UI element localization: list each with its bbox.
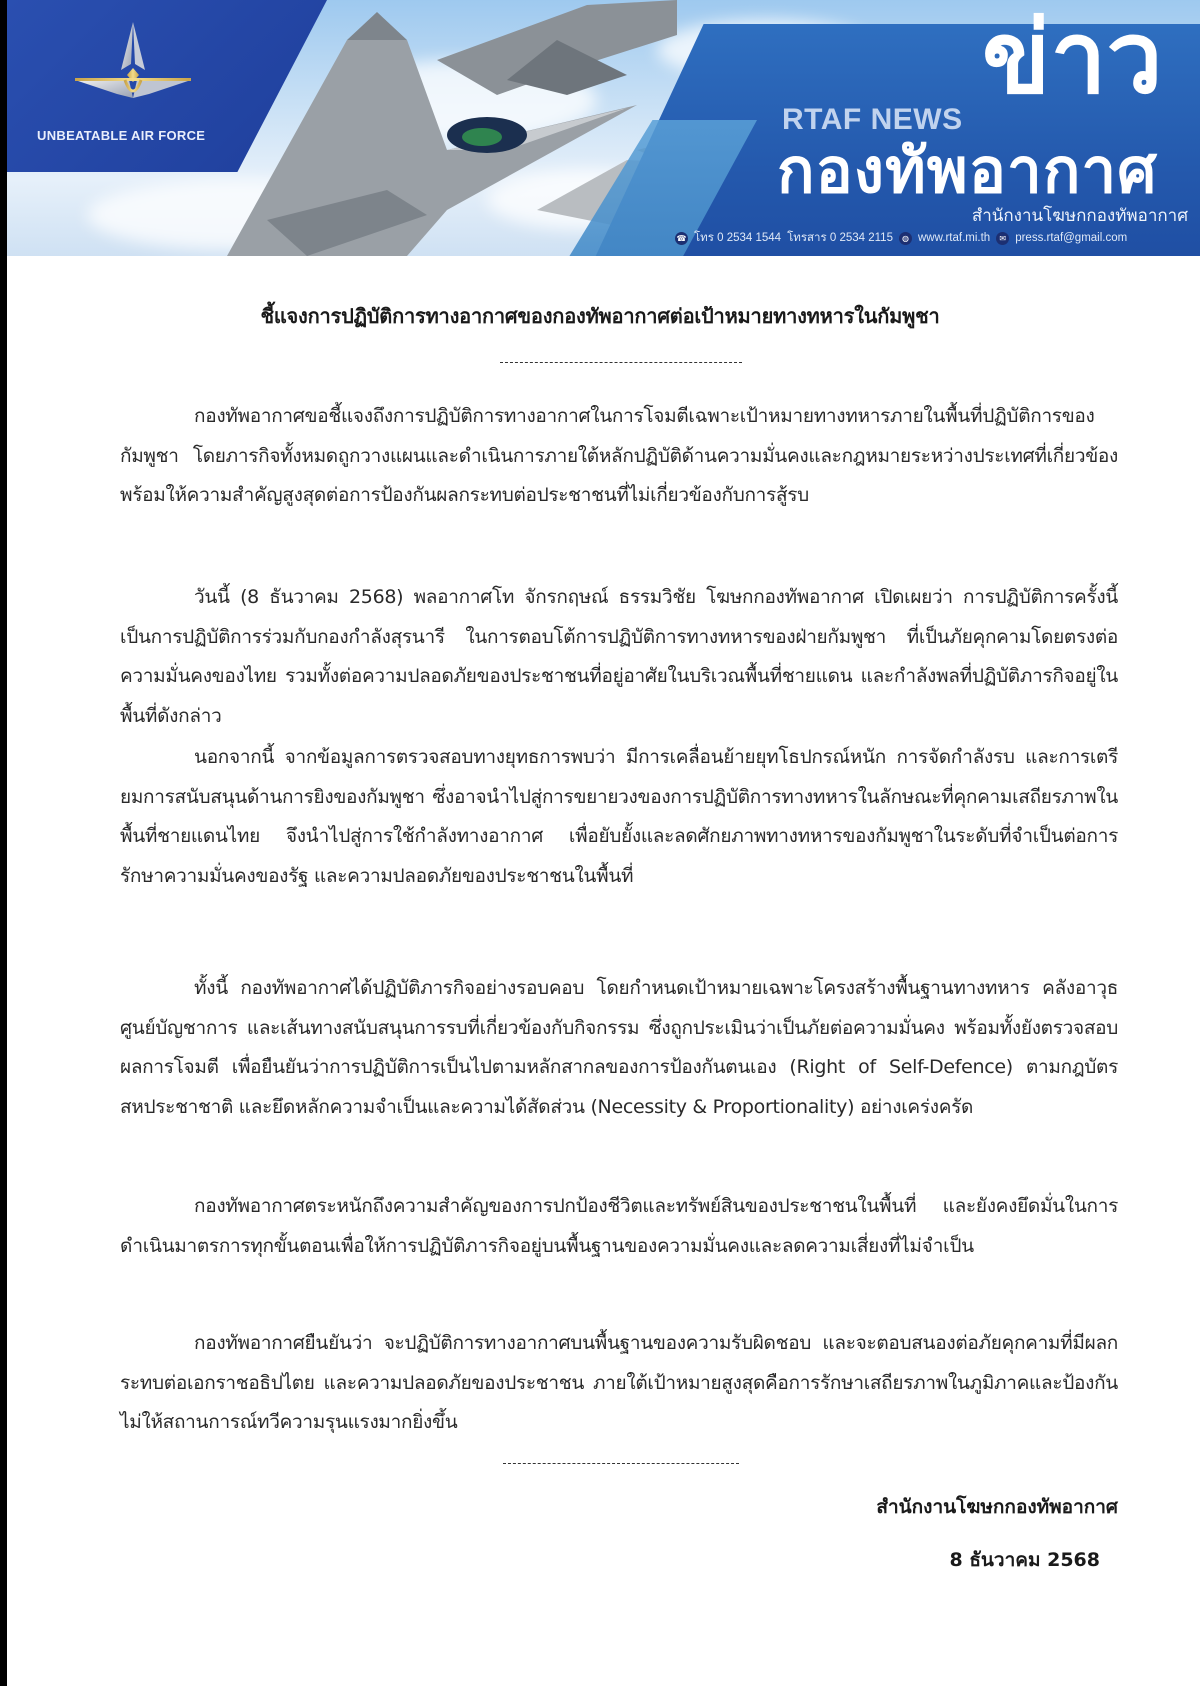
- spokesperson-office-label: สำนักงานโฆษกกองทัพอากาศ: [971, 206, 1188, 226]
- signature-office: สำนักงานโฆษกกองทัพอากาศ: [876, 1496, 1118, 1518]
- contact-row: [675, 229, 1127, 247]
- email-icon: ✉: [996, 232, 1009, 245]
- news-heading: ข่าว: [982, 0, 1163, 116]
- phone-number: โทร 0 2534 1544: [694, 232, 782, 244]
- paragraph-text: ทั้งนี้ กองทัพอากาศได้ปฏิบัติภารกิจอย่างรอบคอบ โดยกำหนดเป้าหมายเฉพาะโครงสร้างพื้นฐานทางทหาร คลังอาวุธ ศูนย์บัญชาการ และเส้นทางสนับสนุนการรบที่เกี่ยวข้องกับกิจกรรม ซึ่งถูกประเมินว่าเป็นภัยต่อความมั่นคง พร้อมทั้งยังตรวจสอบผลการโจมตี เพื่อยืนยันว่าการปฏิบัติการเป็นไปตามหลักสากลของการป้องกันตนเอง (Right of Self-Defence) ตามกฎบัตรสหประชาชาติ และยึดหลักความจำเป็นและความได้สัดส่วน (Necessity & Proportionality) อย่างเคร่งครัด: [120, 977, 1118, 1118]
- header-banner: [7, 0, 1200, 256]
- globe-icon: ◍: [899, 232, 912, 245]
- air-force-heading: กองทัพอากาศ: [777, 134, 1158, 207]
- paragraph-text: กองทัพอากาศขอชี้แจงถึงการปฏิบัติการทางอากาศในการโจมตีเฉพาะเป้าหมายทางทหารภายในพื้นที่ปฏิบัติการของกัมพูชา โดยภารกิจทั้งหมดถูกวางแผนและดำเนินการภายใต้หลักปฏิบัติด้านความมั่นคงและกฎหมายระหว่างประเทศที่เกี่ยวข้อง พร้อมให้ความสำคัญสูงสุดต่อการป้องกันผลกระทบต่อประชาชนที่ไม่เกี่ยวข้องกับการสู้รบ: [120, 405, 1118, 506]
- phone-icon: ☎: [676, 233, 687, 243]
- paragraph-4: [120, 969, 1118, 1127]
- rtaf-news-label: RTAF NEWS: [782, 103, 963, 136]
- website-link[interactable]: www.rtaf.mi.th: [917, 232, 991, 244]
- title-divider: [500, 362, 742, 363]
- paragraph-1: [120, 397, 1118, 516]
- fax-number: โทรสาร 0 2534 2115: [787, 232, 893, 244]
- email-link[interactable]: press.rtaf@gmail.com: [1015, 232, 1128, 244]
- end-divider: [503, 1463, 739, 1464]
- paragraph-3: [120, 738, 1118, 896]
- paragraph-text: กองทัพอากาศตระหนักถึงความสำคัญของการปกป้องชีวิตและทรัพย์สินของประชาชนในพื้นที่ และยังคงยึดมั่นในการดำเนินมาตรการทุกขั้นตอนเพื่อให้การปฏิบัติภารกิจอยู่บนพื้นฐานของความมั่นคงและลดความเสี่ยงที่ไม่จำเป็น: [120, 1195, 1118, 1257]
- paragraph-text: วันนี้ (8 ธันวาคม 2568) พลอากาศโท จักรกฤษณ์ ธรรมวิชัย โฆษกกองทัพอากาศ เปิดเผยว่า การปฏิบัติการครั้งนี้เป็นการปฏิบัติการร่วมกับกองกำลังสุรนารี ในการตอบโต้การปฏิบัติการทางทหารของฝ่ายกัมพูชา ที่เป็นภัยคุกคามโดยตรงต่อความมั่นคงของไทย รวมทั้งต่อความปลอดภัยของประชาชนที่อยู่อาศัยในบริเวณพื้นที่ชายแดน และกำลังพลที่ปฏิบัติภารกิจอยู่ในพื้นที่ดังกล่าว: [120, 586, 1118, 727]
- paragraph-5: [120, 1187, 1118, 1266]
- paragraph-2: [120, 578, 1118, 736]
- air-force-logo-icon: [73, 20, 193, 115]
- paragraph-text: กองทัพอากาศยืนยันว่า จะปฏิบัติการทางอากาศบนพื้นฐานของความรับผิดชอบ และจะตอบสนองต่อภัยคุกคามที่มีผลกระทบต่อเอกราชอธิปไตย และความปลอดภัยของประชาชน ภายใต้เป้าหมายสูงสุดคือการรักษาเสถียรภาพในภูมิภาคและป้องกันไม่ให้สถานการณ์ทวีความรุนแรงมากยิ่งขึ้น: [120, 1332, 1118, 1433]
- paragraph-text: นอกจากนี้ จากข้อมูลการตรวจสอบทางยุทธการพบว่า มีการเคลื่อนย้ายยุทโธปกรณ์หนัก การจัดกำลังรบ และการเตรียมการสนับสนุนด้านการยิงของกัมพูชา ซึ่งอาจนำไปสู่การขยายวงของการปฏิบัติการทางทหารในลักษณะที่คุกคามเสถียรภาพในพื้นที่ชายแดนไทย จึงนำไปสู่การใช้กำลังทางอากาศ เพื่อยับยั้งและลดศักยภาพทางทหารของกัมพูชาในระดับที่จำเป็นต่อการรักษาความมั่นคงของรัฐ และความปลอดภัยของประชาชนในพื้นที่: [120, 746, 1118, 887]
- page-title: ชี้แจงการปฏิบัติการทางอากาศของกองทัพอากาศต่อเป้าหมายทางทหารในกัมพูชา: [260, 304, 940, 328]
- logo-tagline: UNBEATABLE AIR FORCE: [37, 128, 206, 143]
- release-date: 8 ธันวาคม 2568: [949, 1549, 1100, 1571]
- left-edge-strip: [0, 0, 7, 1686]
- paragraph-6: [120, 1324, 1118, 1443]
